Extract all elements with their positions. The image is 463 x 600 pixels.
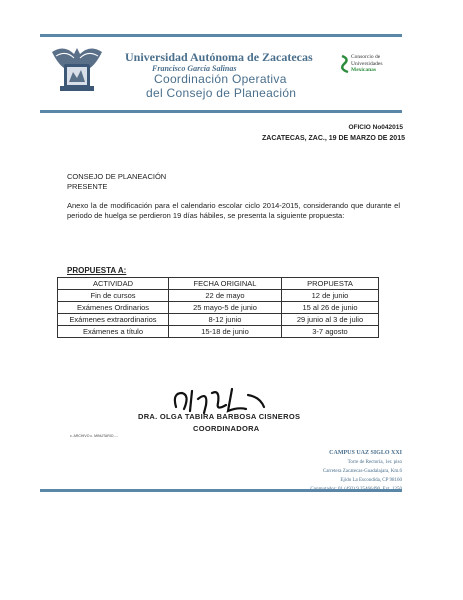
header-top-rule bbox=[40, 34, 402, 37]
table-row bbox=[58, 290, 379, 302]
column-header: PROPUESTA bbox=[282, 278, 379, 290]
recipient-line: PRESENTE bbox=[67, 182, 108, 191]
table-row bbox=[58, 314, 379, 326]
table-cell: Exámenes Ordinarios bbox=[58, 302, 169, 314]
footer-line: Torre de Rectoría, 1er. piso bbox=[347, 460, 402, 465]
signatory-name: DRA. OLGA TABIRA BARBOSA CISNEROS bbox=[138, 412, 301, 421]
recipient-block bbox=[67, 172, 166, 192]
table-cell: 12 de junio bbox=[282, 290, 379, 302]
cumex-line1: Consorcio de bbox=[351, 54, 381, 60]
office-title-line2: del Consejo de Planeación bbox=[146, 86, 297, 100]
table-cell: 15-18 de junio bbox=[169, 326, 282, 338]
oficio-number: OFICIO No042015 bbox=[348, 124, 403, 131]
table-cell: 8-12 junio bbox=[169, 314, 282, 326]
body-paragraph: Anexo la de modificación para el calendario escolar ciclo 2014-2015, considerando que durante el periodo de huelga se perdieron 19 días hábiles, se presenta la siguiente propuesta: bbox=[67, 201, 400, 220]
table-cell: 22 de mayo bbox=[169, 290, 282, 302]
office-title-line1: Coordinación Operativa bbox=[154, 72, 287, 86]
calendar-table bbox=[57, 277, 379, 338]
cumex-logo bbox=[341, 54, 407, 74]
table-row bbox=[58, 326, 379, 338]
footer-title: CAMPUS UAZ SIGLO XXI bbox=[329, 450, 402, 456]
footer-line: Carretera Zacatecas-Guadalajara, Km.6 bbox=[322, 469, 402, 474]
university-motto: Francisco García Salinas bbox=[152, 64, 237, 73]
table-cell: Fin de cursos bbox=[58, 290, 169, 302]
signatory-role: COORDINADORA bbox=[193, 424, 260, 433]
column-header: FECHA ORIGINAL bbox=[169, 278, 282, 290]
uaz-crest-icon bbox=[50, 42, 104, 94]
table-cell: Exámenes extraordinarios bbox=[58, 314, 169, 326]
table-cell: 25 mayo-5 de junio bbox=[169, 302, 282, 314]
table-cell: 3-7 agosto bbox=[282, 326, 379, 338]
footer-line: Ejido La Escondida, CP 98160 bbox=[340, 478, 402, 483]
header-bottom-rule bbox=[40, 110, 402, 113]
cumex-logo-icon bbox=[339, 54, 353, 74]
table-cell: Exámenes a título bbox=[58, 326, 169, 338]
cumex-line2: Universidades bbox=[351, 60, 383, 67]
footer-address bbox=[310, 449, 402, 494]
table-header-row bbox=[58, 278, 379, 290]
place-date: ZACATECAS, ZAC., 19 DE MARZO DE 2015 bbox=[261, 135, 405, 142]
university-name: Universidad Autónoma de Zacatecas bbox=[125, 50, 313, 64]
proposal-title: PROPUESTA A: bbox=[67, 266, 127, 275]
ccp-note: c. ARCHIVO c. MINUTARIO.-.- bbox=[70, 434, 118, 438]
recipient-line: CONSEJO DE PLANEACIÓN bbox=[67, 172, 167, 181]
column-header: ACTIVIDAD bbox=[58, 278, 169, 290]
cumex-line3: Mexicanas bbox=[351, 67, 377, 73]
table-cell: 15 al 26 de junio bbox=[282, 302, 379, 314]
footer-rule bbox=[40, 489, 402, 492]
table-cell: 29 junio al 3 de julio bbox=[282, 314, 379, 326]
table-row bbox=[58, 302, 379, 314]
handwritten-signature bbox=[168, 385, 268, 415]
